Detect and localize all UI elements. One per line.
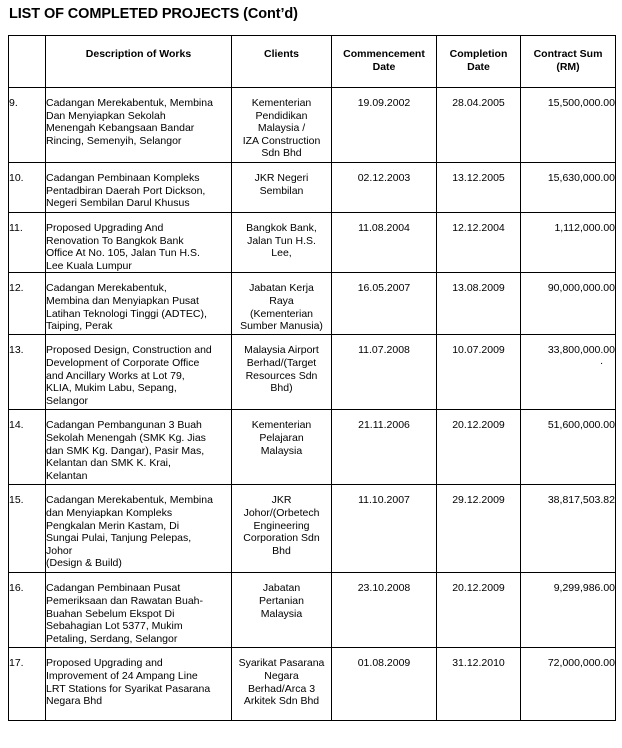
project-completion-date-text: 31.12.2010 xyxy=(452,657,505,670)
project-client-text: JKR Johor/(Orbetech Engineering Corporation Sdn Bhd xyxy=(243,494,320,557)
project-description xyxy=(46,213,232,273)
table-row xyxy=(9,273,616,335)
project-number-text: 12. xyxy=(9,282,24,295)
project-contract-sum-text: 38,817,503.82 xyxy=(547,494,615,507)
project-commencement-date-text: 02.12.2003 xyxy=(357,172,411,184)
header-completion-date: Completion Date xyxy=(437,36,521,88)
project-description-text: Proposed Upgrading And Renovation To Bangkok Bank Office At No. 105, Jalan Tun H.S. Lee Kuala Lumpur xyxy=(46,222,200,272)
table-row xyxy=(9,213,616,273)
project-contract-sum-text: 9,299,986.00 xyxy=(553,582,615,595)
project-number xyxy=(9,163,46,213)
project-client xyxy=(232,410,332,485)
project-contract-sum-text: 33,800,000.00 xyxy=(547,344,615,357)
header-description: Description of Works xyxy=(46,36,232,88)
project-commencement-date xyxy=(332,410,437,485)
project-commencement-date xyxy=(332,213,437,273)
project-description-text: Proposed Upgrading and Improvement of 24 Ampang Line LRT Stations for Syarikat Pasarana Negara Bhd xyxy=(46,657,211,708)
project-number-text: 11. xyxy=(9,222,23,234)
project-description xyxy=(46,573,232,648)
project-client xyxy=(232,573,332,648)
project-commencement-date-text: 11.08.2004 xyxy=(358,222,410,234)
project-completion-date xyxy=(437,213,521,273)
table-row xyxy=(9,335,616,410)
project-description xyxy=(46,410,232,485)
project-client xyxy=(232,335,332,410)
project-client xyxy=(232,163,332,213)
header-clients: Clients xyxy=(232,36,332,88)
project-description xyxy=(46,273,232,335)
project-contract-sum xyxy=(521,163,616,213)
project-commencement-date xyxy=(332,163,437,213)
project-contract-sum xyxy=(521,273,616,335)
project-client-text: Jabatan Kerja Raya (Kementerian Sumber Manusia) xyxy=(240,282,323,333)
project-commencement-date-text: 11.10.2007 xyxy=(358,494,410,507)
project-completion-date-text: 10.07.2009 xyxy=(452,344,505,357)
project-completion-date xyxy=(437,88,521,163)
project-contract-sum xyxy=(521,213,616,273)
project-number-text: 13. xyxy=(9,344,24,357)
table-header-row xyxy=(9,36,616,88)
project-contract-sum xyxy=(521,573,616,648)
project-client xyxy=(232,88,332,163)
project-description-text: Cadangan Merekabentuk, Membina dan Menyiapkan Kompleks Pengkalan Merin Kastam, Di Sungai Pulai, Tanjung Pelepas, Johor (Design & Build) xyxy=(46,494,213,570)
project-number xyxy=(9,273,46,335)
project-contract-sum-text: 15,630,000.00 xyxy=(547,172,615,184)
project-commencement-date-text: 19.09.2002 xyxy=(357,97,411,109)
project-contract-sum-text: 51,600,000.00 xyxy=(547,419,615,432)
project-number xyxy=(9,573,46,648)
header-contract-sum: Contract Sum (RM) xyxy=(521,36,616,88)
project-completion-date-text: 13.12.2005 xyxy=(452,172,505,184)
project-completion-date xyxy=(437,485,521,573)
project-commencement-date xyxy=(332,573,437,648)
table-row xyxy=(9,485,616,573)
project-commencement-date xyxy=(332,88,437,163)
project-number-text: 9. xyxy=(9,97,18,109)
project-contract-sum xyxy=(521,648,616,721)
project-completion-date xyxy=(437,335,521,410)
project-contract-sum xyxy=(521,88,616,163)
project-description-text: Cadangan Pembangunan 3 Buah Sekolah Menengah (SMK Kg. Jias dan SMK Kg. Dangar), Pasir Mas, Kelantan dan SMK K. Krai, Kelantan xyxy=(46,419,206,482)
project-number xyxy=(9,485,46,573)
project-contract-sum-text: 15,500,000.00 xyxy=(547,97,615,109)
project-number xyxy=(9,213,46,273)
project-commencement-date-text: 11.07.2008 xyxy=(358,344,410,357)
projects-table xyxy=(8,35,616,721)
project-contract-sum-text: 1,112,000.00 xyxy=(554,222,615,234)
project-description-text: Cadangan Merekabentuk, Membina Dan Menyiapkan Sekolah Menengah Kebangsaan Bandar Rincing, Semenyih, Selangor xyxy=(46,97,213,147)
project-contract-sum xyxy=(521,410,616,485)
contract-sum-mark: . xyxy=(600,354,603,367)
project-number-text: 14. xyxy=(9,419,24,432)
project-commencement-date xyxy=(332,335,437,410)
project-commencement-date xyxy=(332,648,437,721)
project-description-text: Cadangan Pembinaan Kompleks Pentadbiran Daerah Port Dickson, Negeri Sembilan Darul Khusus xyxy=(46,172,206,210)
project-number xyxy=(9,410,46,485)
project-description xyxy=(46,485,232,573)
project-completion-date-text: 20.12.2009 xyxy=(452,582,505,595)
project-number-text: 15. xyxy=(9,494,24,507)
project-description xyxy=(46,163,232,213)
project-completion-date-text: 29.12.2009 xyxy=(452,494,505,507)
project-completion-date-text: 20.12.2009 xyxy=(452,419,505,432)
project-completion-date xyxy=(437,163,521,213)
header-no xyxy=(9,36,46,88)
project-client-text: Jabatan Pertanian Malaysia xyxy=(259,582,304,620)
table-row xyxy=(9,410,616,485)
project-completion-date xyxy=(437,410,521,485)
project-completion-date-text: 12.12.2004 xyxy=(452,222,505,234)
project-number xyxy=(9,648,46,721)
project-client-text: Bangkok Bank, Jalan Tun H.S. Lee, xyxy=(246,222,317,260)
project-contract-sum xyxy=(521,485,616,573)
project-client xyxy=(232,273,332,335)
project-completion-date xyxy=(437,648,521,721)
project-client-text: Kementerian Pendidikan Malaysia / IZA Construction Sdn Bhd xyxy=(242,97,321,160)
table-row xyxy=(9,573,616,648)
project-description xyxy=(46,648,232,721)
table-row xyxy=(9,648,616,721)
project-commencement-date-text: 23.10.2008 xyxy=(357,582,411,595)
project-contract-sum-text: 90,000,000.00 xyxy=(547,282,615,295)
table-row xyxy=(9,163,616,213)
page-title: LIST OF COMPLETED PROJECTS (Cont’d) xyxy=(9,6,298,22)
project-client xyxy=(232,213,332,273)
project-number-text: 17. xyxy=(9,657,24,670)
project-commencement-date-text: 21.11.2006 xyxy=(358,419,410,432)
project-client-text: Malaysia Airport Berhad/(Target Resources Sdn Bhd) xyxy=(244,344,319,395)
project-number-text: 10. xyxy=(9,172,24,184)
project-description xyxy=(46,335,232,410)
project-commencement-date xyxy=(332,273,437,335)
project-client-text: JKR Negeri Sembilan xyxy=(254,172,309,197)
project-description-text: Cadangan Pembinaan Pusat Pemeriksaan dan Rawatan Buah- Buahan Sebelum Ekspot Di Sebahagian Lot 5377, Mukim Petaling, Serdang, Selangor xyxy=(46,582,204,645)
project-number xyxy=(9,88,46,163)
table-row xyxy=(9,88,616,163)
project-completion-date-text: 28.04.2005 xyxy=(452,97,505,109)
project-description xyxy=(46,88,232,163)
project-contract-sum xyxy=(521,335,616,410)
project-commencement-date-text: 16.05.2007 xyxy=(357,282,411,295)
project-client-text: Kementerian Pelajaran Malaysia xyxy=(251,419,312,457)
header-commencement-date: Commencement Date xyxy=(332,36,437,88)
project-client xyxy=(232,648,332,721)
project-client-text: Syarikat Pasarana Negara Berhad/Arca 3 Arkitek Sdn Bhd xyxy=(238,657,325,708)
project-completion-date-text: 13.08.2009 xyxy=(452,282,505,295)
project-description-text: Proposed Design, Construction and Development of Corporate Office and Ancillary Works at Lot 79, KLIA, Mukim Labu, Sepang, Selangor xyxy=(46,344,212,407)
project-contract-sum-text: 72,000,000.00 xyxy=(547,657,615,670)
project-client xyxy=(232,485,332,573)
project-completion-date xyxy=(437,573,521,648)
project-number xyxy=(9,335,46,410)
project-commencement-date xyxy=(332,485,437,573)
project-completion-date xyxy=(437,273,521,335)
project-number-text: 16. xyxy=(9,582,24,595)
project-description-text: Cadangan Merekabentuk, Membina dan Menyiapkan Pusat Latihan Teknologi Tinggi (ADTEC), Taiping, Perak xyxy=(46,282,207,333)
project-commencement-date-text: 01.08.2009 xyxy=(357,657,411,670)
